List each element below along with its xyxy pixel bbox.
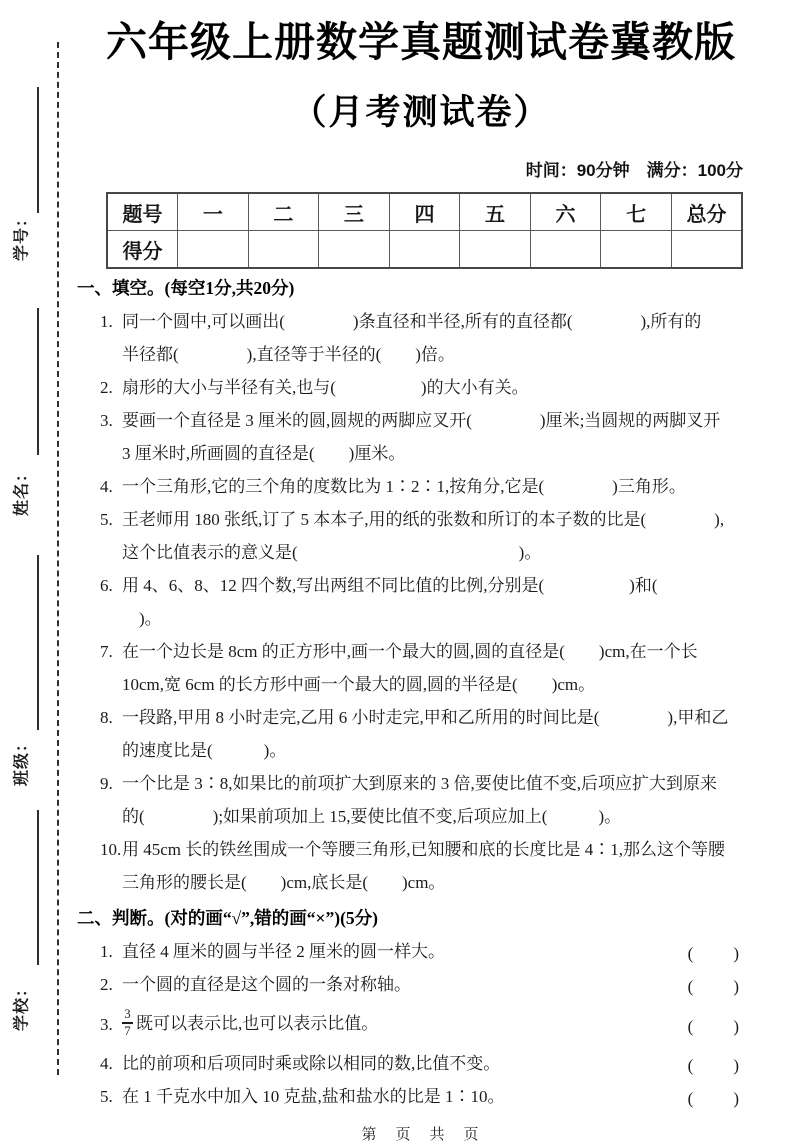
question-number: 4. xyxy=(100,477,113,496)
fill-question-1 xyxy=(100,305,765,371)
sidebar-label-school: 学校： xyxy=(13,980,31,1032)
question-text xyxy=(122,1007,688,1042)
exam-info: 时间：90分钟 满分：100分 xyxy=(525,161,743,180)
paper-body xyxy=(77,0,765,1145)
question-line: 用 45cm 长的铁丝围成一个等腰三角形,已知腰和底的长度比是 4∶1,那么这个等腰 xyxy=(122,840,726,859)
judge-question-2 xyxy=(100,968,765,1001)
question-line: 10cm,宽 6cm 的长方形中画一个最大的圆,圆的半径是( )cm。 xyxy=(122,675,596,694)
question-number: 5. xyxy=(100,1087,113,1106)
fold-dashed-line xyxy=(57,42,59,1075)
question-line: 半径都( ),直径等于半径的( )倍。 xyxy=(122,345,455,364)
question-line: 一个三角形,它的三个角的度数比为 1∶2∶1,按角分,它是( )三角形。 xyxy=(122,477,686,496)
question-line: 要画一个直径是 3 厘米的圆,圆规的两脚应叉开( )厘米;当圆规的两脚叉开 xyxy=(122,411,721,430)
question-text-after-fraction: 既可以表示比,也可以表示比值。 xyxy=(136,1013,379,1033)
writing-line-school xyxy=(37,810,39,965)
fraction-numerator: 3 xyxy=(124,1006,131,1021)
judge-question-3 xyxy=(100,1001,765,1047)
score-header-cell: 一 xyxy=(178,193,249,231)
question-line: 三角形的腰长是( )cm,底长是( )cm。 xyxy=(122,873,446,892)
score-cell xyxy=(319,231,390,269)
score-table-score-row xyxy=(107,231,742,269)
score-cell xyxy=(460,231,531,269)
sidebar-label-class: 班级： xyxy=(13,735,31,787)
judge-answer-blank: ( ) xyxy=(687,944,741,963)
score-header-cell: 题号 xyxy=(107,193,178,231)
question-number: 8. xyxy=(100,708,113,727)
judge-answer-blank: ( ) xyxy=(687,1089,741,1108)
question-line: 同一个圆中,可以画出( )条直径和半径,所有的直径都( ),所有的 xyxy=(122,312,702,331)
fraction xyxy=(122,1008,133,1039)
question-line: 这个比值表示的意义是( )。 xyxy=(122,543,542,562)
judge-answer-blank: ( ) xyxy=(687,977,741,996)
fraction-denominator: 7 xyxy=(124,1024,131,1039)
judge-answer-blank: ( ) xyxy=(687,1016,741,1036)
score-header-cell: 五 xyxy=(460,193,531,231)
score-cell xyxy=(601,231,672,269)
fill-question-9 xyxy=(100,767,765,833)
question-number: 3. xyxy=(100,411,113,430)
score-header-cell: 四 xyxy=(389,193,460,231)
question-number: 2. xyxy=(100,975,113,994)
question-text: 比的前项和后项同时乘或除以相同的数,比值不变。 xyxy=(122,1054,501,1073)
score-cell xyxy=(671,231,742,269)
score-header-cell: 总分 xyxy=(671,193,742,231)
fill-question-3 xyxy=(100,404,765,470)
question-number: 1. xyxy=(100,942,113,961)
score-cell xyxy=(530,231,601,269)
writing-line-name xyxy=(37,308,39,455)
question-line: 王老师用 180 张纸,订了 5 本本子,用的纸的张数和所订的本子数的比是( ), xyxy=(122,510,725,529)
sidebar-label-name: 姓名： xyxy=(13,465,31,517)
question-line: 用 4、6、8、12 四个数,写出两组不同比值的比例,分别是( )和( xyxy=(122,576,658,595)
question-number: 10. xyxy=(100,840,122,859)
question-line: )。 xyxy=(122,609,162,628)
question-text: 在 1 千克水中加入 10 克盐,盐和盐水的比是 1∶10。 xyxy=(122,1087,505,1106)
score-header-cell: 六 xyxy=(530,193,601,231)
score-row-label: 得分 xyxy=(107,231,178,269)
writing-line-student-id xyxy=(37,87,39,213)
judge-question-4 xyxy=(100,1047,765,1080)
judge-question-1 xyxy=(100,935,765,968)
fill-question-6 xyxy=(100,569,765,635)
fill-question-2 xyxy=(100,371,765,404)
score-cell xyxy=(178,231,249,269)
page-subtitle: （月考测试卷） xyxy=(291,93,551,132)
question-number: 3. xyxy=(100,1014,113,1034)
question-number: 4. xyxy=(100,1054,113,1073)
question-text: 直径 4 厘米的圆与半径 2 厘米的圆一样大。 xyxy=(122,942,445,961)
score-table xyxy=(106,192,743,269)
page-footer: 第 页 共 页 xyxy=(361,1127,481,1143)
question-line: 一个比是 3∶8,如果比的前项扩大到原来的 3 倍,要使比值不变,后项应扩大到原来 xyxy=(122,774,717,793)
question-line: 扇形的大小与半径有关,也与( )的大小有关。 xyxy=(122,378,529,397)
question-number: 6. xyxy=(100,576,113,595)
sidebar-label-student-id: 学号： xyxy=(13,210,31,262)
question-line: 一段路,甲用 8 小时走完,乙用 6 小时走完,甲和乙所用的时间比是( ),甲和乙 xyxy=(122,708,729,727)
fill-question-4 xyxy=(100,470,765,503)
question-number: 9. xyxy=(100,774,113,793)
fill-section-heading: 一、填空。(每空1分,共20分) xyxy=(77,278,295,298)
question-line: 的速度比是( )。 xyxy=(122,741,287,760)
score-table-header-row xyxy=(107,193,742,231)
score-cell xyxy=(248,231,319,269)
score-header-cell: 三 xyxy=(319,193,390,231)
question-line: 3 厘米时,所画圆的直径是( )厘米。 xyxy=(122,444,406,463)
question-text: 一个圆的直径是这个圆的一条对称轴。 xyxy=(122,975,411,994)
judge-section-heading: 二、判断。(对的画“√”,错的画“×”)(5分) xyxy=(77,908,379,928)
judge-answer-blank: ( ) xyxy=(687,1056,741,1075)
writing-line-class xyxy=(37,555,39,730)
page-title: 六年级上册数学真题测试卷冀教版 xyxy=(106,19,736,65)
fill-question-7 xyxy=(100,635,765,701)
question-number: 5. xyxy=(100,510,113,529)
question-number: 1. xyxy=(100,312,113,331)
question-number: 7. xyxy=(100,642,113,661)
score-header-cell: 二 xyxy=(248,193,319,231)
question-line: 在一个边长是 8cm 的正方形中,画一个最大的圆,圆的直径是( )cm,在一个长 xyxy=(122,642,698,661)
question-line: 的( );如果前项加上 15,要使比值不变,后项应加上( )。 xyxy=(122,807,622,826)
score-header-cell: 七 xyxy=(601,193,672,231)
score-cell xyxy=(389,231,460,269)
fill-question-10 xyxy=(100,833,765,899)
fill-question-5 xyxy=(100,503,765,569)
judge-question-5 xyxy=(100,1080,765,1113)
fill-question-8 xyxy=(100,701,765,767)
question-number: 2. xyxy=(100,378,113,397)
